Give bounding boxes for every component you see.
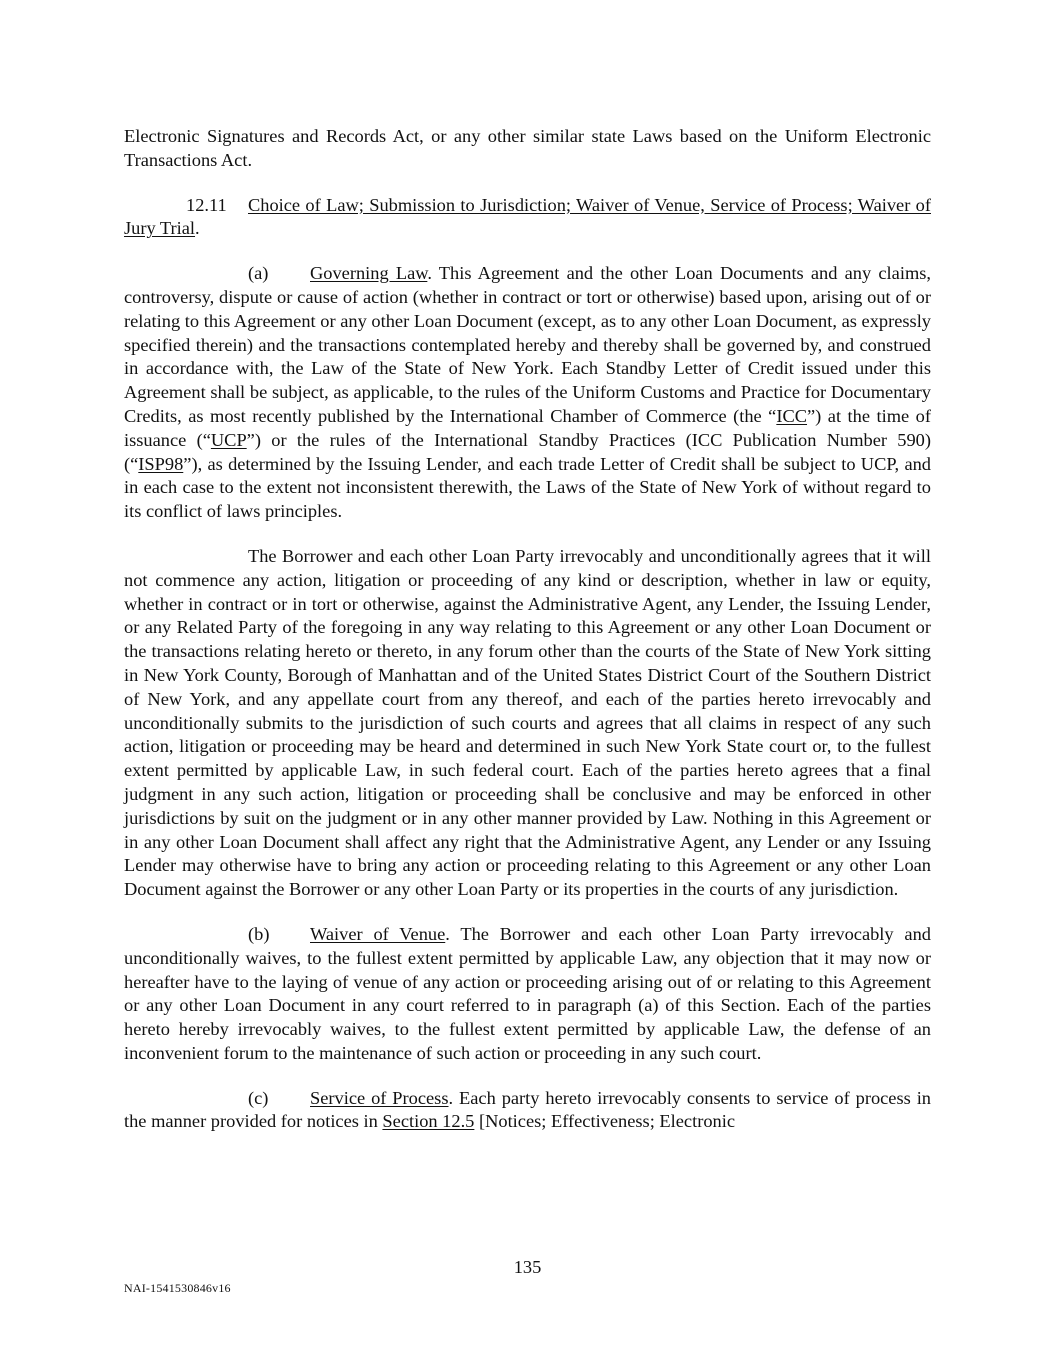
paragraph-b-text: . The Borrower and each other Loan Party irrevocably and unconditionally waives, to the fullest extent permitted by applicable Law, any objection that it may now or hereafter have to the laying of venue of any action or proceeding arising out of or relating to this Agreement or any other Loan Document in any court referred to in paragraph (a) of this Section. Each of the parties hereto hereby irrevocably waives, to the fullest extent permitted by applicable Law, the defense of an inconvenient forum to the maintenance of such action or proceeding in any such court.: [124, 923, 931, 1063]
paragraph-c-service-of-process: [124, 1087, 931, 1135]
paragraph-a-text-1: . This Agreement and the other Loan Documents and any claims, controversy, dispute or cause of action (whether in contract or tort or otherwise) based upon, arising out of or relating to this Agreement or any other Loan Document (except, as to any other Loan Document, as expressly specified therein) and the transactions contemplated hereby and thereby shall be governed by, and construed in accordance with, the Law of the State of New York. Each Standby Letter of Credit issued under this Agreement shall be subject, as applicable, to the rules of the Uniform Customs and Practice for Documentary Credits, as most recently published by the International Chamber of Commerce (the “: [124, 263, 931, 426]
paragraph-a-governing-law: [124, 262, 931, 524]
document-id: NAI-1541530846v16: [124, 1281, 231, 1295]
paragraph-a-heading: Governing Law: [310, 263, 428, 284]
paragraph-b-waiver-of-venue: [124, 923, 931, 1066]
section-title: Choice of Law; Submission to Jurisdiction; Waiver of Venue, Service of Process; Waiver of Jury Trial: [124, 194, 931, 239]
defined-term-icc: ICC: [776, 405, 808, 426]
page-number: 135: [513, 1257, 542, 1277]
defined-term-isp98: ISP98: [138, 453, 184, 474]
paragraph-a-text-2: ”) at the time of issuance (“: [124, 405, 931, 450]
paragraph-c-label: (c): [248, 1087, 269, 1108]
section-number: 12.11: [186, 194, 227, 215]
paragraph-intro-text: Electronic Signatures and Records Act, or any other similar state Laws based on the Uniform Electronic Transactions Act.: [124, 126, 931, 170]
paragraph-a-text-3: ”) or the rules of the International Standby Practices (ICC Publication Number 590) (“: [124, 429, 931, 474]
paragraph-a-text-4: ”), as determined by the Issuing Lender, and each trade Letter of Credit shall be subject to UCP, and in each case to the extent not inconsistent therewith, the Laws of the State of New York of without regard to its conflict of laws principles.: [124, 453, 931, 522]
paragraph-jurisdiction-text: The Borrower and each other Loan Party irrevocably and unconditionally agrees that it will not commence any action, litigation or proceeding of any kind or description, whether in law or equity, whether in contract or in tort or otherwise, against the Administrative Agent, any Lender, the Issuing Lender, or any Related Party of the foregoing in any way relating to this Agreement or any other Loan Document or the transactions relating hereto or thereto, in any forum other than the courts of the State of New York sitting in New York County, Borough of Manhattan and of the United States District Court of the Southern District of New York, and any appellate court from any thereof, and each of the parties hereto irrevocably and unconditionally submits to the jurisdiction of such courts and agrees that all claims in respect of any such action, litigation or proceeding may be heard and determined in such New York State court or, to the fullest extent permitted by applicable Law, in such federal court. Each of the parties hereto agrees that a final judgment in any such action, litigation or proceeding shall be conclusive and may be enforced in other jurisdictions by suit on the judgment or in any other manner provided by Law. Nothing in this Agreement or in any other Loan Document shall affect any right that the Administrative Agent, any Lender or any Issuing Lender may otherwise have to bring any action or proceeding relating to this Agreement or any other Loan Document against the Borrower or any other Loan Party or its properties in the courts of any jurisdiction.: [124, 545, 931, 900]
paragraph-c-text-1: . Each party hereto irrevocably consents to service of process in the manner provided for notices in: [124, 1087, 931, 1132]
defined-term-ucp: UCP: [210, 429, 247, 450]
section-title-end: .: [195, 218, 200, 239]
paragraph-b-label: (b): [248, 923, 270, 944]
paragraph-a-label: (a): [248, 263, 269, 284]
document-body: [124, 125, 931, 1134]
paragraph-continuation: [124, 125, 931, 173]
paragraph-jurisdiction: [124, 545, 931, 902]
paragraph-b-heading: Waiver of Venue: [310, 923, 446, 944]
section-heading: [124, 194, 931, 242]
paragraph-c-heading: Service of Process: [310, 1087, 449, 1108]
section-reference-link: Section 12.5: [382, 1111, 475, 1132]
paragraph-c-text-2: [Notices; Effectiveness; Electronic: [474, 1111, 735, 1132]
